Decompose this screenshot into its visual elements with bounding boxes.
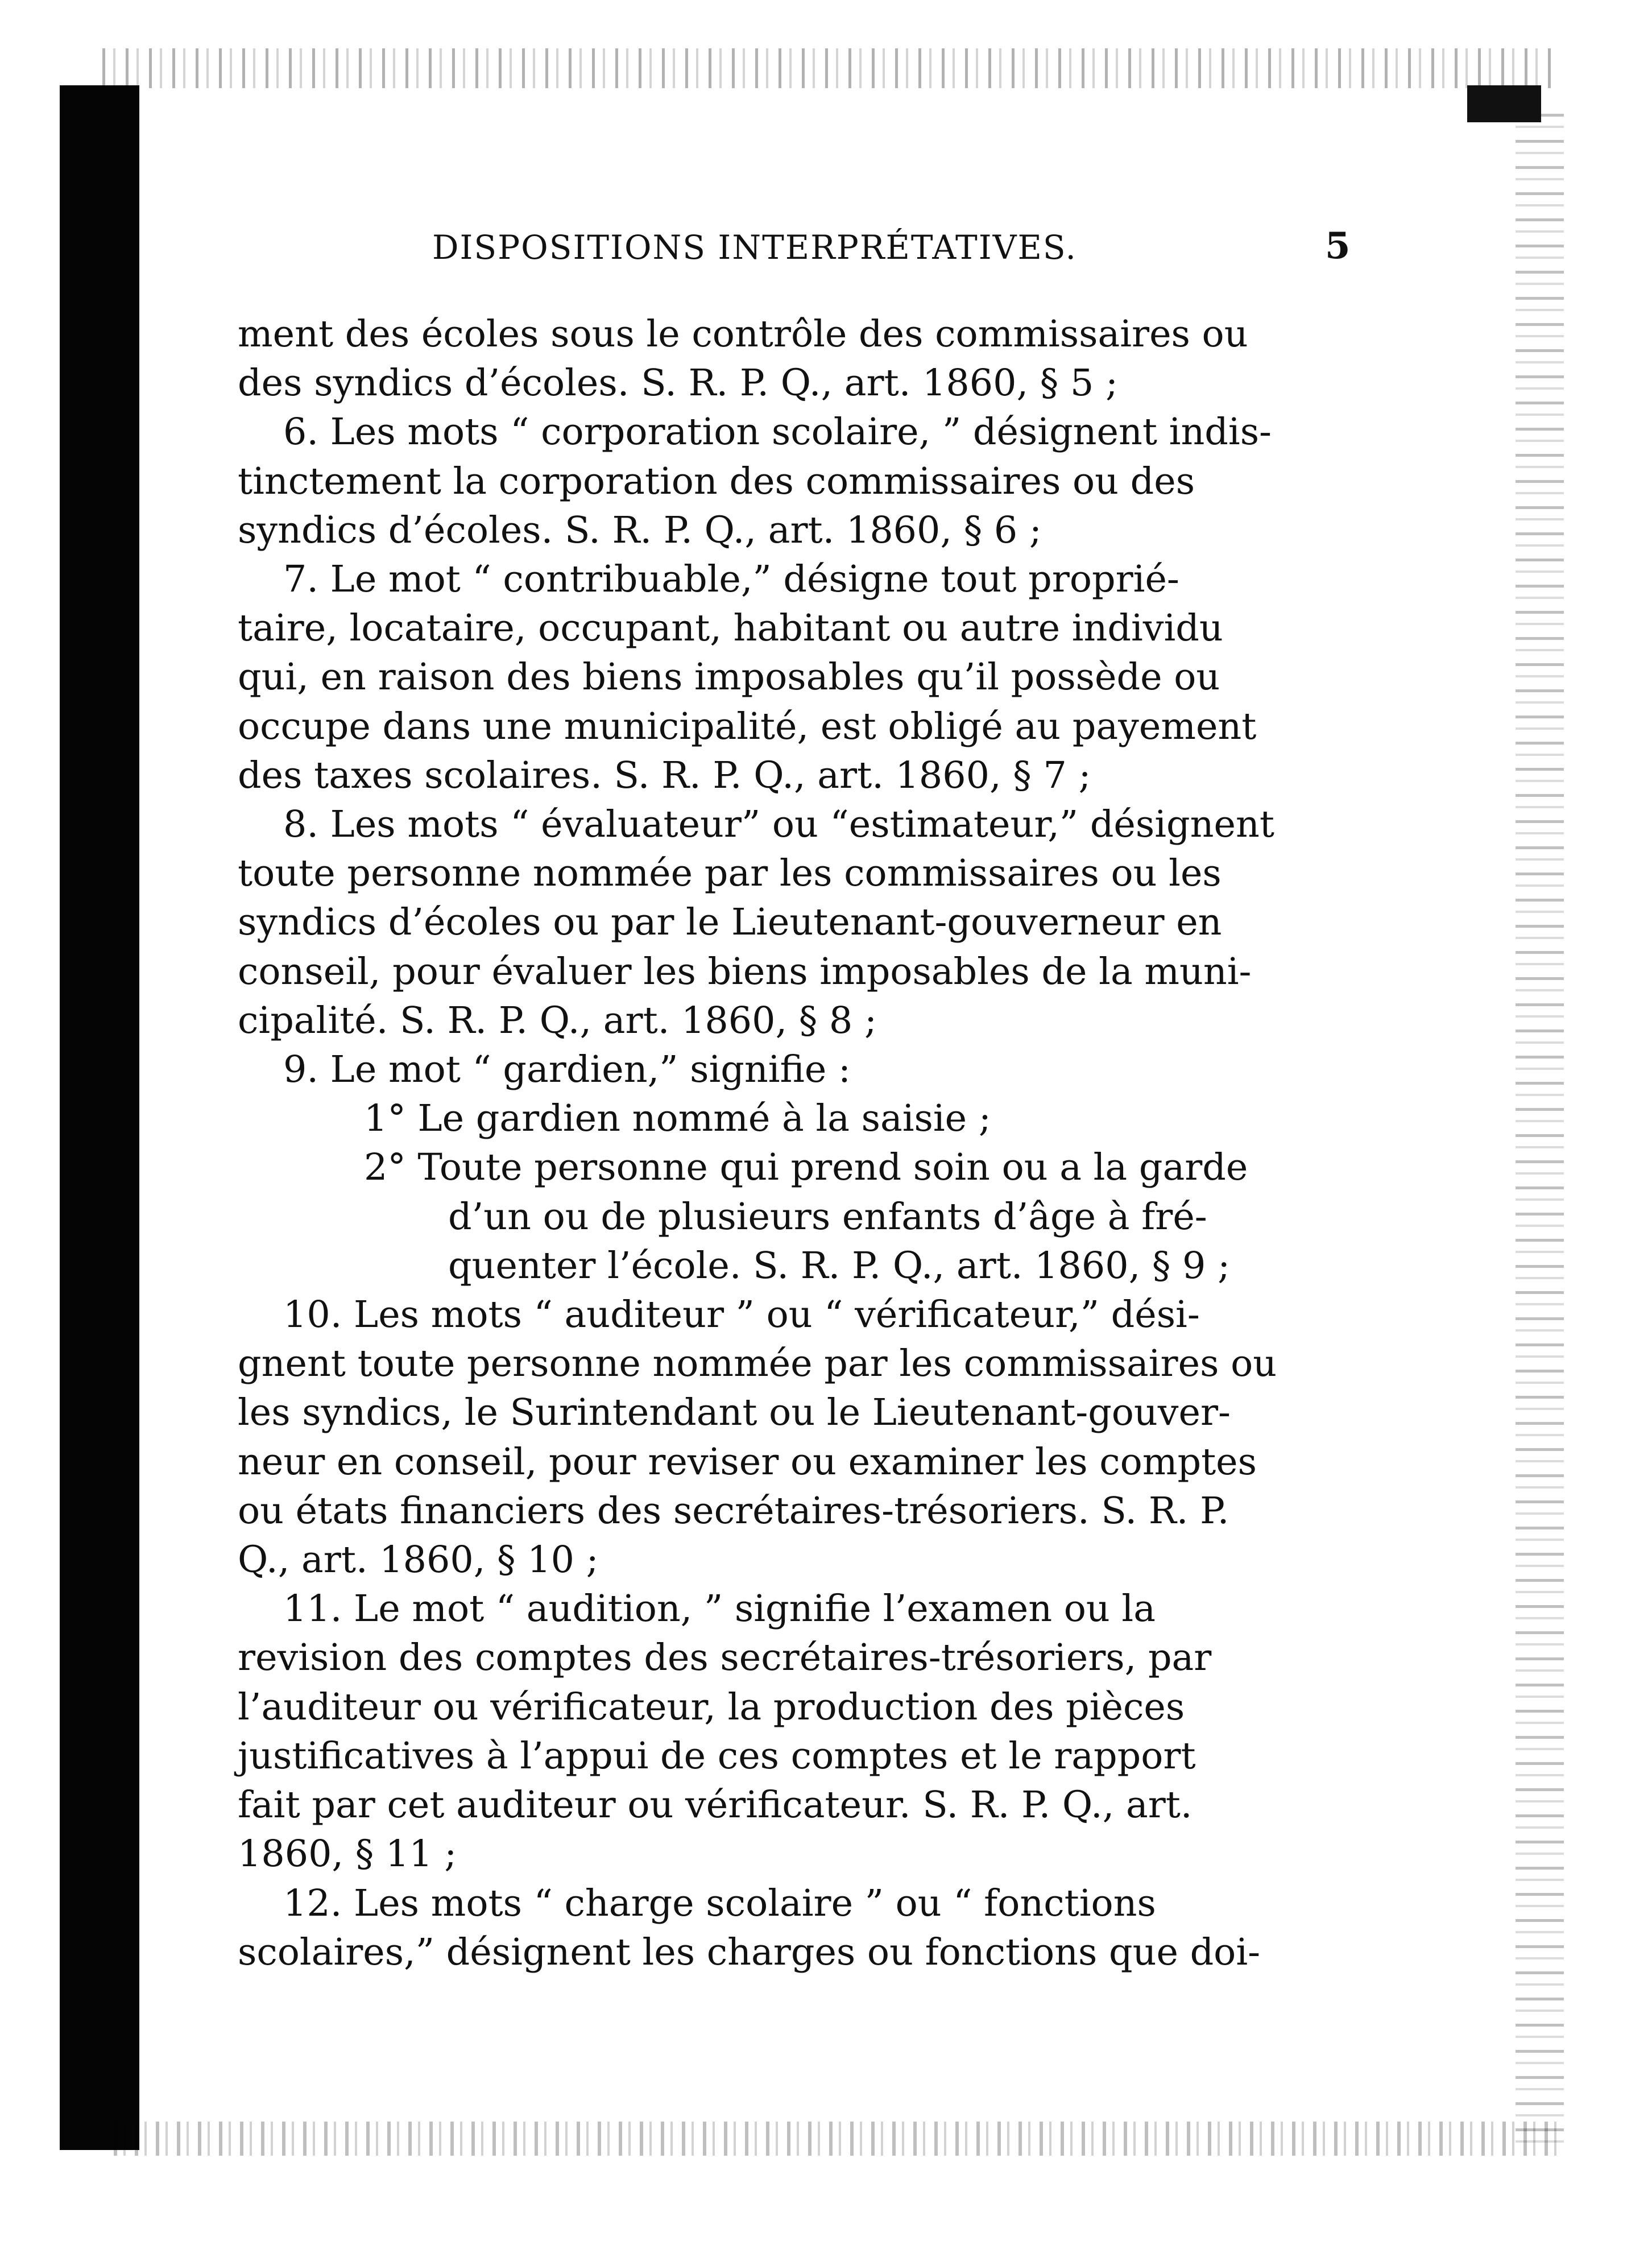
text-line: qui, en raison des biens imposables qu’il possède ou [238, 656, 1220, 699]
text-line: 1° Le gardien nommé à la saisie ; [364, 1097, 991, 1140]
text-line: syndics d’écoles ou par le Lieutenant-gouverneur en [238, 901, 1222, 944]
text-line: des taxes scolaires. S. R. P. Q., art. 1860, § 7 ; [238, 754, 1091, 797]
text-line: Q., art. 1860, § 10 ; [238, 1539, 599, 1582]
page-number: 5 [1325, 225, 1351, 267]
text-line: toute personne nommée par les commissaires ou les [238, 852, 1222, 895]
scan-noise-top [102, 48, 1552, 88]
text-line: justificatives à l’appui de ces comptes et le rapport [238, 1734, 1196, 1777]
scan-noise-bottom [114, 2122, 1564, 2156]
text-line: ment des écoles sous le contrôle des commissaires ou [238, 313, 1248, 355]
text-line: 10. Les mots “ auditeur ” ou “ vérificateur,” dési- [283, 1293, 1200, 1337]
text-line: quenter l’école. S. R. P. Q., art. 1860, § 9 ; [448, 1244, 1230, 1287]
text-line: l’auditeur ou vérificateur, la production des pièces [238, 1685, 1185, 1729]
text-line: syndics d’écoles. S. R. P. Q., art. 1860, § 6 ; [238, 508, 1042, 552]
scan-noise-right [1516, 114, 1564, 2150]
text-line: 11. Le mot “ audition, ” signifie l’examen ou la [283, 1587, 1156, 1631]
text-line: tinctement la corporation des commissaires ou des [238, 460, 1195, 503]
text-line: cipalité. S. R. P. Q., art. 1860, § 8 ; [238, 999, 877, 1042]
text-line: fait par cet auditeur ou vérificateur. S. R. P. Q., art. [238, 1784, 1193, 1827]
text-line: 7. Le mot “ contribuable,” désigne tout proprié- [283, 558, 1179, 601]
text-line: 9. Le mot “ gardien,” signifie : [283, 1048, 851, 1092]
text-line: neur en conseil, pour reviser ou examiner les comptes [238, 1440, 1257, 1483]
scan-binding-shadow [60, 85, 139, 2150]
text-line: 12. Les mots “ charge scolaire ” ou “ fonctions [283, 1882, 1156, 1925]
text-line: 2° Toute personne qui prend soin ou a la garde [364, 1146, 1248, 1189]
text-line: 1860, § 11 ; [238, 1833, 457, 1876]
text-line: ou états financiers des secrétaires-trésoriers. S. R. P. [238, 1489, 1229, 1532]
scan-corner-mark [1467, 85, 1541, 122]
text-line: des syndics d’écoles. S. R. P. Q., art. 1860, § 5 ; [238, 362, 1118, 405]
body-text [238, 310, 1358, 1977]
text-line: scolaires,” désignent les charges ou fonctions que doi- [238, 1930, 1261, 1974]
text-line: occupe dans une municipalité, est obligé au payement [238, 705, 1257, 748]
text-line: d’un ou de plusieurs enfants d’âge à fré- [448, 1195, 1207, 1238]
text-line: taire, locataire, occupant, habitant ou autre individu [238, 607, 1223, 650]
running-title: DISPOSITIONS INTERPRÉTATIVES. [432, 228, 1077, 267]
text-line: les syndics, le Surintendant ou le Lieutenant-gouver- [238, 1391, 1231, 1434]
text-line: gnent toute personne nommée par les commissaires ou [238, 1342, 1277, 1386]
text-line: revision des comptes des secrétaires-trésoriers, par [238, 1636, 1212, 1680]
text-line: 8. Les mots “ évaluateur” ou “estimateur,” désignent [283, 803, 1274, 846]
text-line: conseil, pour évaluer les biens imposables de la muni- [238, 950, 1252, 993]
text-line: 6. Les mots “ corporation scolaire, ” désignent indis- [283, 411, 1272, 454]
